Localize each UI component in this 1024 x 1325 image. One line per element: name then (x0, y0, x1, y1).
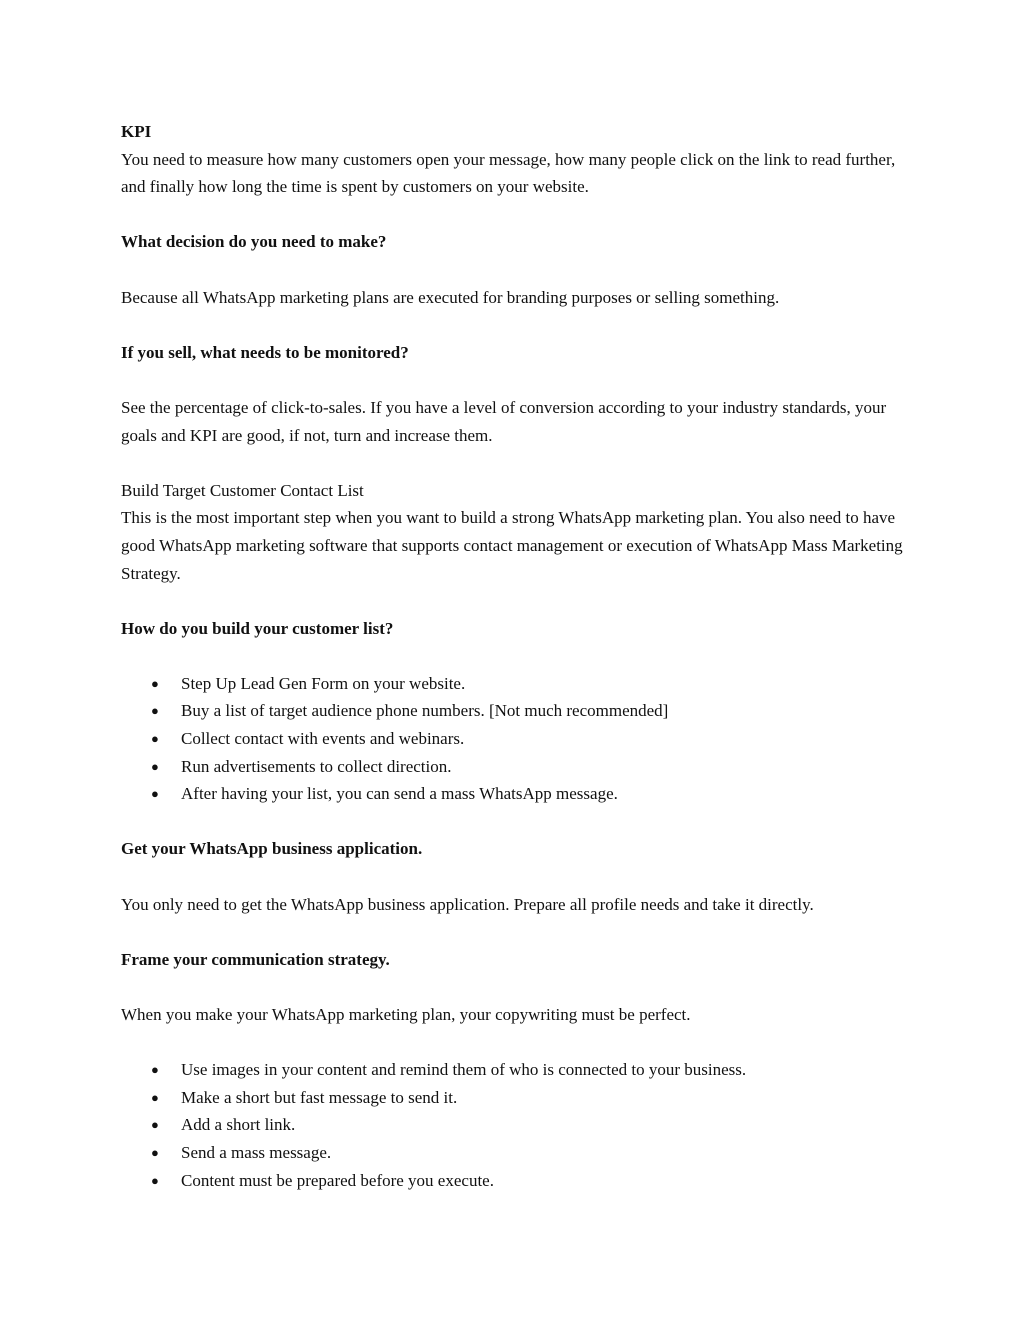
list-item: ● Make a short but fast message to send it. (121, 1084, 911, 1112)
bullet-icon: ● (151, 786, 159, 802)
business-app-paragraph: You only need to get the WhatsApp business application. Prepare all profile needs and take it directly. (121, 894, 814, 914)
list-item: ● Buy a list of target audience phone numbers. [Not much recommended] (121, 697, 911, 725)
bullet-icon: ● (151, 1117, 159, 1133)
communication-paragraph: When you make your WhatsApp marketing plan, your copywriting must be perfect. (121, 1005, 691, 1024)
bullet-icon: ● (151, 675, 159, 691)
list-item: ● Add a short link. (121, 1111, 911, 1139)
list-item: ● Run advertisements to collect direction. (121, 753, 911, 781)
bullet-icon: ● (151, 1144, 159, 1160)
list-item: ● Step Up Lead Gen Form on your website. (121, 670, 911, 698)
list-item: ● Use images in your content and remind them of who is connected to your business. (121, 1056, 911, 1084)
bullet-icon: ● (151, 1089, 159, 1105)
communication-bullets (121, 1056, 911, 1194)
list-item: ● After having your list, you can send a mass WhatsApp message. (121, 780, 911, 808)
kpi-heading: KPI (121, 122, 152, 141)
bullet-icon: ● (151, 1062, 159, 1078)
bullet-icon: ● (151, 731, 159, 747)
decision-paragraph: Because all WhatsApp marketing plans are executed for branding purposes or selling something. (121, 287, 780, 307)
communication-heading: Frame your communication strategy. (121, 949, 390, 969)
decision-heading: What decision do you need to make? (121, 232, 387, 252)
customer-list-bullets (121, 670, 911, 808)
customer-list-heading: How do you build your customer list? (121, 618, 394, 638)
list-item: ● Collect contact with events and webinars. (121, 725, 911, 753)
kpi-paragraph: You need to measure how many customers open your message, how many people click on the link to read further, and finally how long the time is spent by customers on your website. (121, 149, 896, 197)
business-app-heading: Get your WhatsApp business application. (121, 839, 423, 859)
monitor-paragraph: See the percentage of click-to-sales. If you have a level of conversion according to your industry standards, your goals and KPI are good, if not, turn and increase them. (121, 397, 887, 445)
list-item: ● Send a mass message. (121, 1139, 911, 1167)
monitor-heading: If you sell, what needs to be monitored? (121, 342, 409, 362)
document-page (121, 118, 911, 1194)
bullet-icon: ● (151, 703, 159, 719)
contact-list-heading: Build Target Customer Contact List (121, 480, 364, 500)
bullet-icon: ● (151, 758, 159, 774)
list-item: ● Content must be prepared before you execute. (121, 1167, 911, 1195)
bullet-icon: ● (151, 1172, 159, 1188)
contact-list-paragraph: This is the most important step when you want to build a strong WhatsApp marketing plan. You also need to have good WhatsApp marketing software that supports contact management or execution of WhatsApp Mass Marketing Strategy. (121, 508, 903, 583)
